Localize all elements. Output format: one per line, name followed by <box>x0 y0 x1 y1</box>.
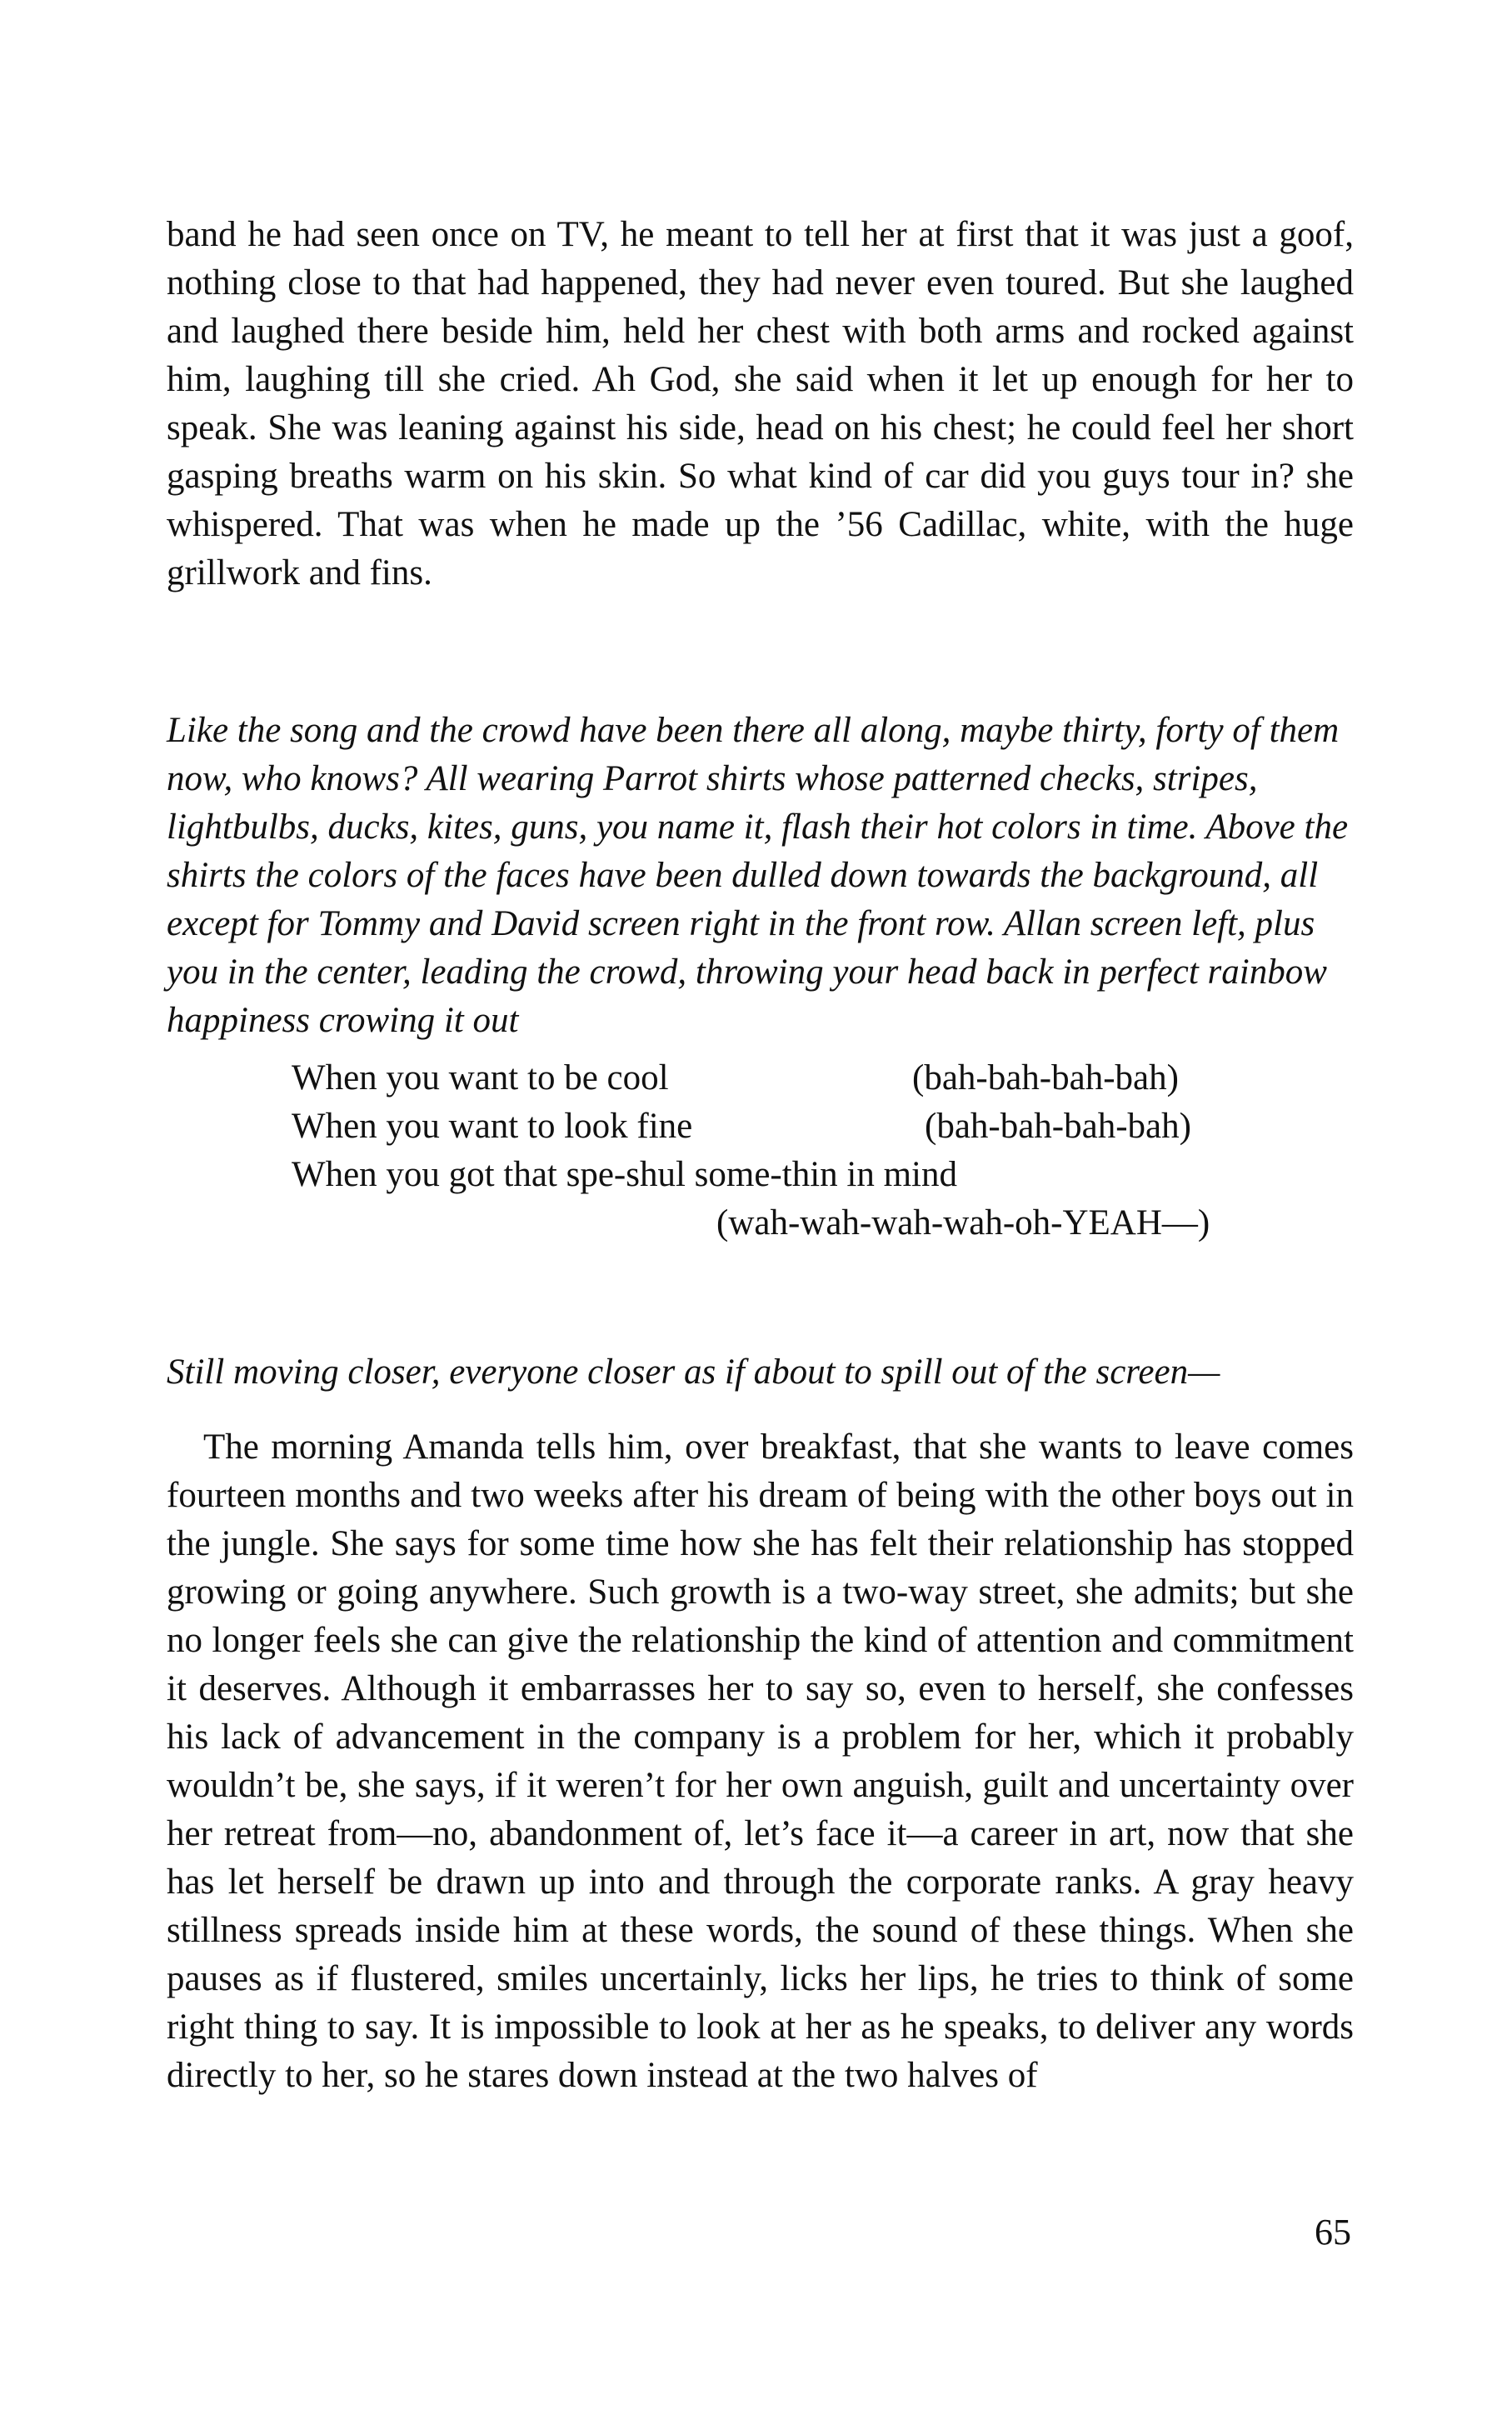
lyric-refrain: (wah-wah-wah-wah-oh-YEAH—) <box>716 1203 1210 1242</box>
song-line <box>292 1102 1275 1151</box>
paragraph-closer-italic: Still moving closer, everyone closer as if about to spill out of the screen— <box>167 1352 1220 1392</box>
paragraph-amanda: The morning Amanda tells him, over breakfast, that she wants to leave comes fourteen months and two weeks after his dream of being with the other boys out in the jungle. She says for some time how she has felt their relationship has stopped growing or going anywhere. Such growth is a two-way street, she admits; but she no longer feels she can give the relationship the kind of attention and commitment it deserves. Although it embarrasses her to say so, even to herself, she confesses his lack of advancement in the company is a problem for her, which it probably wouldn’t be, she says, if it weren’t for her own anguish, guilt and uncertainty over her retreat from—no, abandonment of, let’s face it—a career in art, now that she has let herself be drawn up into and through the corporate ranks. A gray heavy stillness spreads inside him at these words, the sound of these things. When she pauses as if flustered, smiles uncertainly, licks her lips, he tries to think of some right thing to say. It is impossible to look at her as he speaks, to deliver any words directly to her, so he stares down instead at the two halves of <box>167 1428 1354 2095</box>
page-number: 65 <box>1315 2212 1351 2252</box>
paragraph-cadillac: band he had seen once on TV, he meant to tell her at first that it was just a goof, nothing close to that had happened, they had never even toured. But she laughed and laughed there beside him, held her chest with both arms and rocked against him, laughing till she cried. Ah God, she said when it let up enough for her to speak. She was leaning against his side, head on his chest; he could feel her short gasping breaths warm on his skin. So what kind of car did you guys tour in? she whispered. That was when he made up the ’56 Cadillac, white, with the huge grillwork and fins. <box>167 215 1354 592</box>
lyric-text: When you want to be cool <box>292 1058 669 1098</box>
lyric-refrain: (bah-bah-bah-bah) <box>925 1107 1191 1146</box>
song-line <box>292 1151 1275 1199</box>
lyric-refrain: (bah-bah-bah-bah) <box>912 1058 1179 1098</box>
song-line <box>292 1054 1275 1102</box>
song-line <box>292 1199 1275 1248</box>
song-lyrics <box>292 1054 1275 1248</box>
lyric-text: When you got that spe-shul some-thin in mind <box>292 1155 957 1194</box>
lyric-text: When you want to look fine <box>292 1107 693 1146</box>
paragraph-crowd-italic: Like the song and the crowd have been there all along, maybe thirty, forty of them now, who knows? All wearing Parrot shirts whose patterned checks, stripes, lightbulbs, ducks, kites, guns, you name it, flash their hot colors in time. Above the shirts the colors of the faces have been dulled down towards the background, all except for Tommy and David screen right in the front row. Allan screen left, plus you in the center, leading the crowd, throwing your head back in perfect rainbow happiness crowing it out <box>167 711 1349 1040</box>
